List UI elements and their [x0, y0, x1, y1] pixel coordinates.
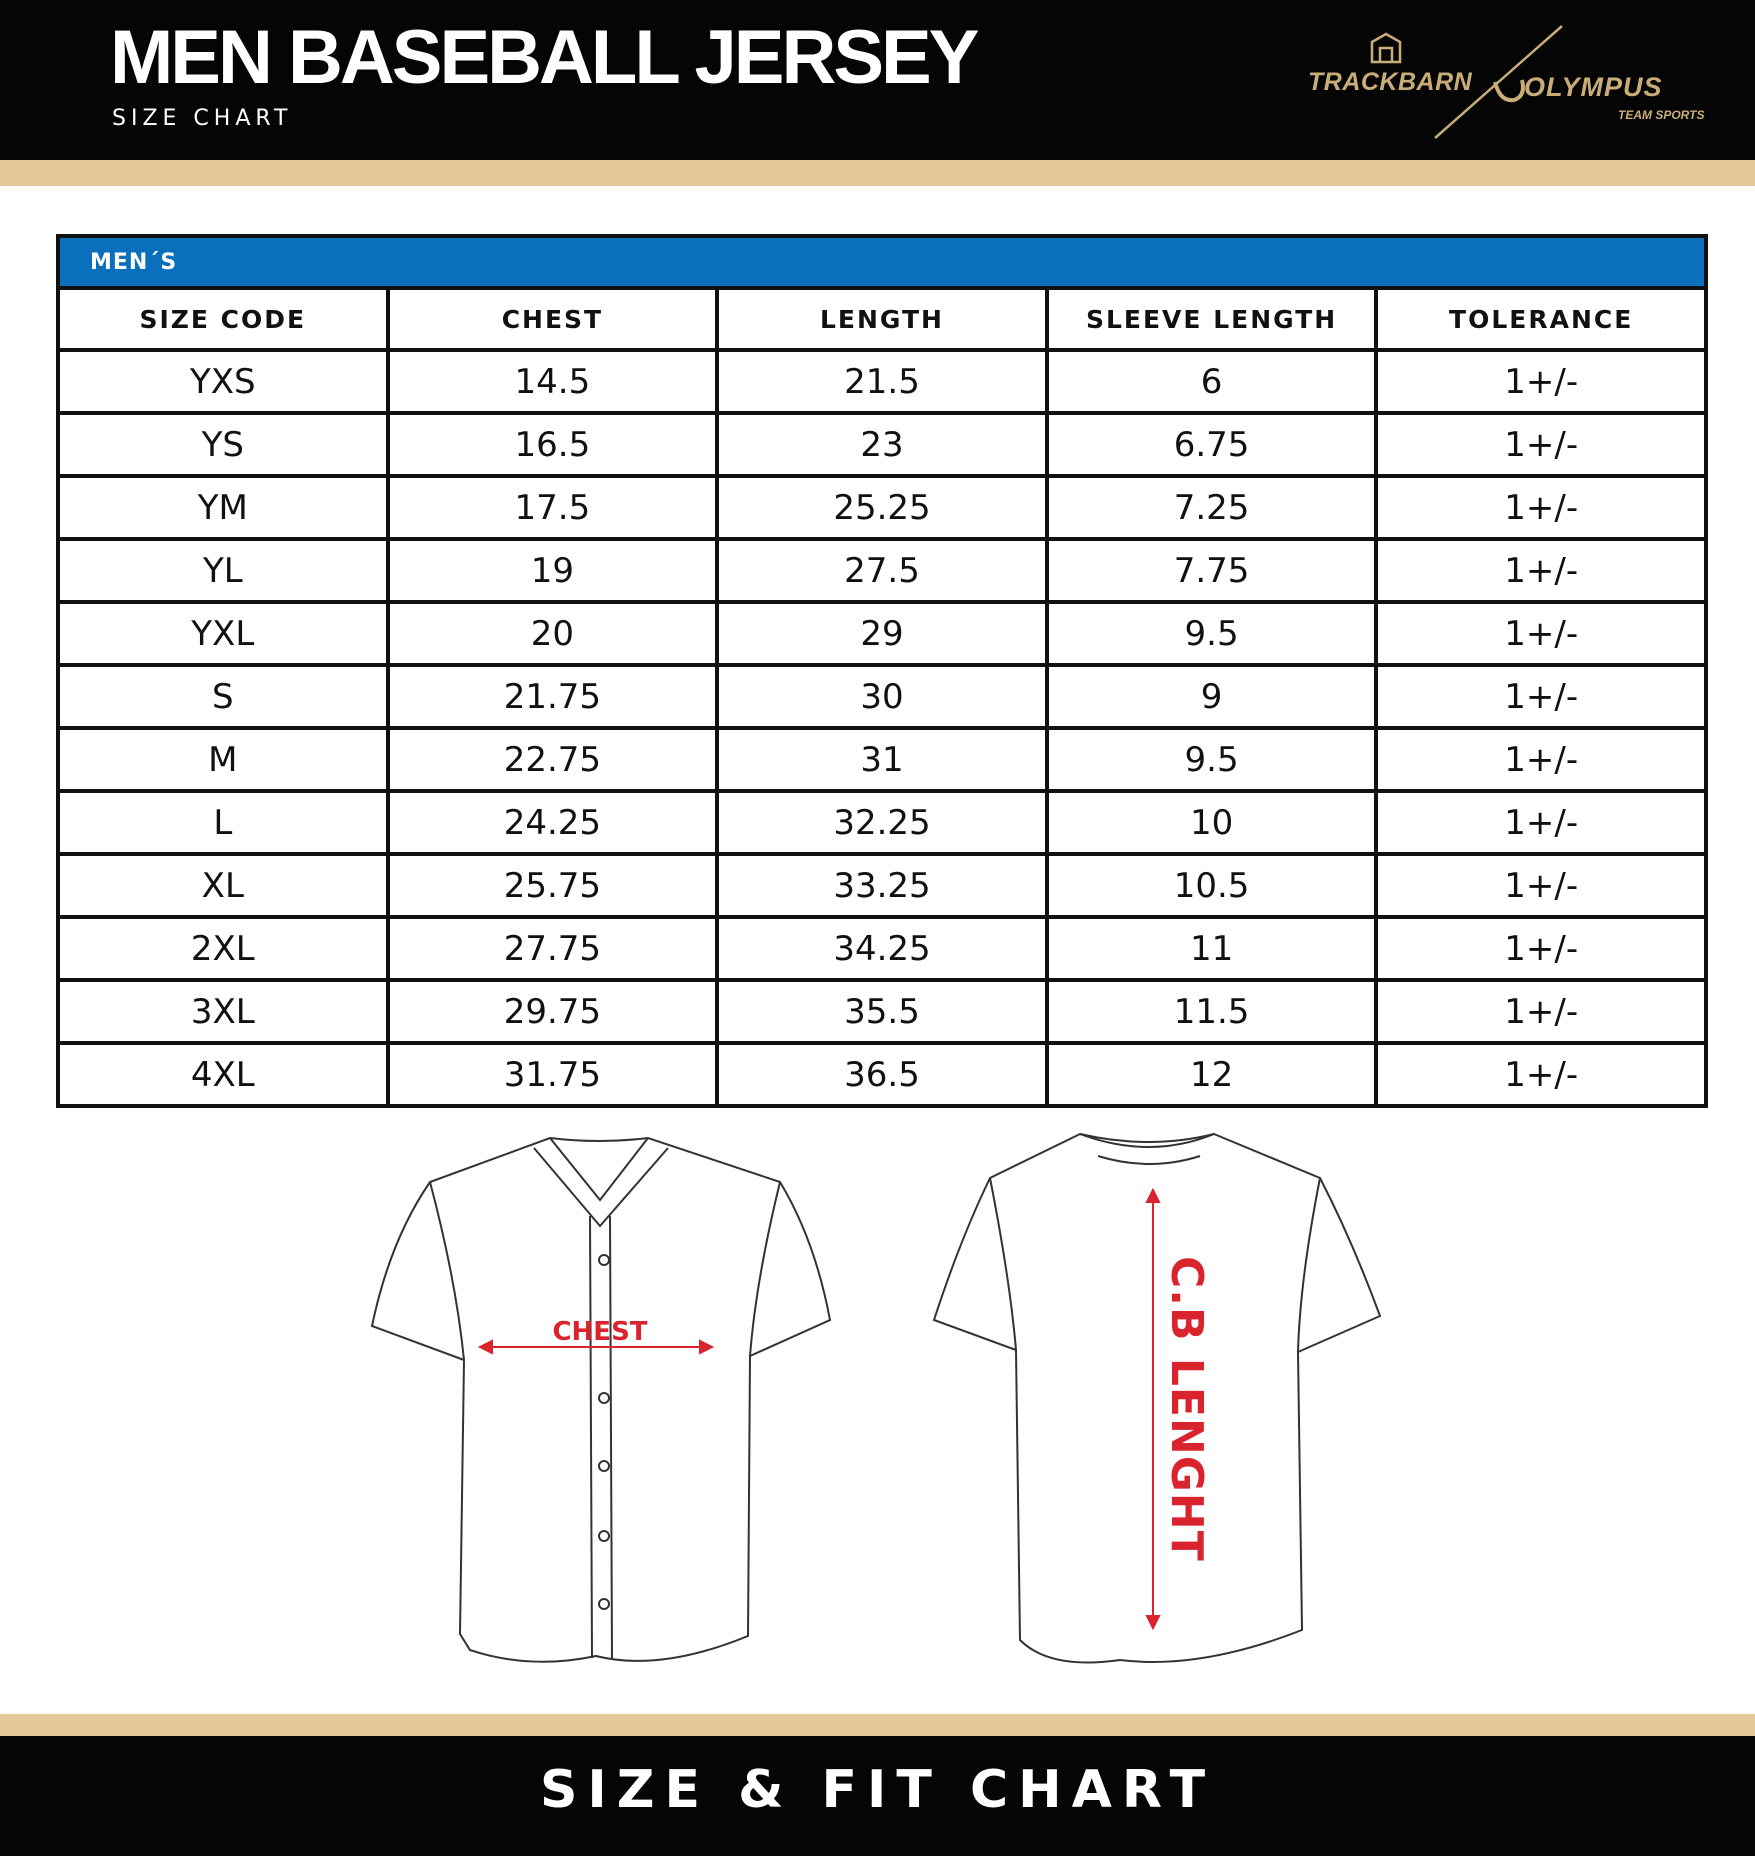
length-cell: 29 [719, 604, 1049, 663]
cb-length-label: C.B LENGHT [1161, 1256, 1212, 1562]
sleeve-length-cell: 9.5 [1049, 730, 1379, 789]
olympus-logo-subtext: TEAM SPORTS [1618, 108, 1705, 122]
length-cell: 21.5 [719, 352, 1049, 411]
sleeve-length-cell: 10 [1049, 793, 1379, 852]
length-cell: 34.25 [719, 919, 1049, 978]
sleeve-length-cell: 6.75 [1049, 415, 1379, 474]
chest-cell: 31.75 [390, 1045, 720, 1104]
size-code-cell: L [60, 793, 390, 852]
sleeve-length-cell: 7.75 [1049, 541, 1379, 600]
table-row [60, 919, 1704, 982]
table-row [60, 604, 1704, 667]
sleeve-length-cell: 9 [1049, 667, 1379, 726]
chest-cell: 17.5 [390, 478, 720, 537]
length-cell: 23 [719, 415, 1049, 474]
length-cell: 32.25 [719, 793, 1049, 852]
chest-label: CHEST [552, 1317, 648, 1347]
column-header: CHEST [390, 290, 720, 348]
size-code-cell: S [60, 667, 390, 726]
size-code-cell: 4XL [60, 1045, 390, 1104]
page-subtitle: SIZE CHART [112, 106, 293, 131]
tolerance-cell: 1+/- [1504, 991, 1579, 1032]
jersey-illustrations [360, 1130, 1400, 1690]
chest-cell: 20 [390, 604, 720, 663]
table-row [60, 415, 1704, 478]
sleeve-length-cell: 9.5 [1049, 604, 1379, 663]
column-header: TOLERANCE [1449, 304, 1634, 334]
column-header: LENGTH [719, 290, 1049, 348]
footer-title: SIZE & FIT CHART [539, 1760, 1216, 1820]
table-row [60, 856, 1704, 919]
tolerance-cell: 1+/- [1504, 424, 1579, 465]
chest-cell: 22.75 [390, 730, 720, 789]
chest-cell: 21.75 [390, 667, 720, 726]
size-code-cell: XL [60, 856, 390, 915]
brand-logos [1300, 20, 1720, 150]
size-code-cell: YXS [60, 352, 390, 411]
table-row [60, 478, 1704, 541]
header-stripe [0, 160, 1755, 186]
size-code-cell: YXL [60, 604, 390, 663]
footer-banner [0, 1736, 1755, 1856]
length-measure-arrow [1147, 1190, 1159, 1628]
length-cell: 35.5 [719, 982, 1049, 1041]
table-header-row [60, 290, 1704, 352]
table-grid [60, 290, 1704, 1104]
sleeve-length-cell: 11.5 [1049, 982, 1379, 1041]
length-cell: 27.5 [719, 541, 1049, 600]
chest-cell: 24.25 [390, 793, 720, 852]
size-code-cell: YL [60, 541, 390, 600]
size-code-cell: 3XL [60, 982, 390, 1041]
length-cell: 25.25 [719, 478, 1049, 537]
tolerance-cell: 1+/- [1504, 865, 1579, 906]
column-header: SIZE CODE [60, 290, 390, 348]
size-code-cell: 2XL [60, 919, 390, 978]
tolerance-cell: 1+/- [1504, 676, 1579, 717]
header-banner [0, 0, 1755, 160]
table-row [60, 730, 1704, 793]
chest-cell: 14.5 [390, 352, 720, 411]
sleeve-length-cell: 12 [1049, 1045, 1379, 1104]
chest-cell: 19 [390, 541, 720, 600]
tolerance-cell: 1+/- [1504, 802, 1579, 843]
front-jersey-drawing [372, 1138, 830, 1662]
tolerance-cell: 1+/- [1504, 739, 1579, 780]
size-code-cell: M [60, 730, 390, 789]
table-row [60, 982, 1704, 1045]
chest-cell: 25.75 [390, 856, 720, 915]
table-row [60, 667, 1704, 730]
table-row [60, 793, 1704, 856]
sleeve-length-cell: 6 [1049, 352, 1379, 411]
chest-cell: 27.75 [390, 919, 720, 978]
tolerance-cell: 1+/- [1504, 928, 1579, 969]
size-code-cell: YS [60, 415, 390, 474]
trackbarn-logo-text: TRACKBARN [1308, 68, 1473, 96]
table-section-label: MEN´S [90, 250, 178, 275]
table-section-bar [60, 238, 1704, 290]
chest-cell: 16.5 [390, 415, 720, 474]
tolerance-cell: 1+/- [1504, 613, 1579, 654]
sleeve-length-cell: 10.5 [1049, 856, 1379, 915]
sleeve-length-cell: 11 [1049, 919, 1379, 978]
tolerance-cell: 1+/- [1504, 550, 1579, 591]
length-cell: 31 [719, 730, 1049, 789]
size-table [56, 234, 1708, 1108]
back-jersey-drawing [934, 1134, 1380, 1663]
jersey-drawing [360, 1130, 1400, 1690]
tolerance-cell: 1+/- [1504, 487, 1579, 528]
tolerance-cell: 1+/- [1504, 1054, 1579, 1095]
length-cell: 30 [719, 667, 1049, 726]
table-row [60, 352, 1704, 415]
page-title: MEN BASEBALL JERSEY [110, 15, 977, 100]
tolerance-cell: 1+/- [1504, 361, 1579, 402]
trackbarn-barn-icon [1372, 34, 1400, 62]
length-cell: 33.25 [719, 856, 1049, 915]
table-row [60, 1045, 1704, 1104]
length-cell: 36.5 [719, 1045, 1049, 1104]
size-code-cell: YM [60, 478, 390, 537]
chest-cell: 29.75 [390, 982, 720, 1041]
olympus-logo-text: OLYMPUS [1524, 72, 1663, 102]
sleeve-length-cell: 7.25 [1049, 478, 1379, 537]
footer-stripe [0, 1714, 1755, 1736]
column-header: SLEEVE LENGTH [1049, 290, 1379, 348]
table-row [60, 541, 1704, 604]
